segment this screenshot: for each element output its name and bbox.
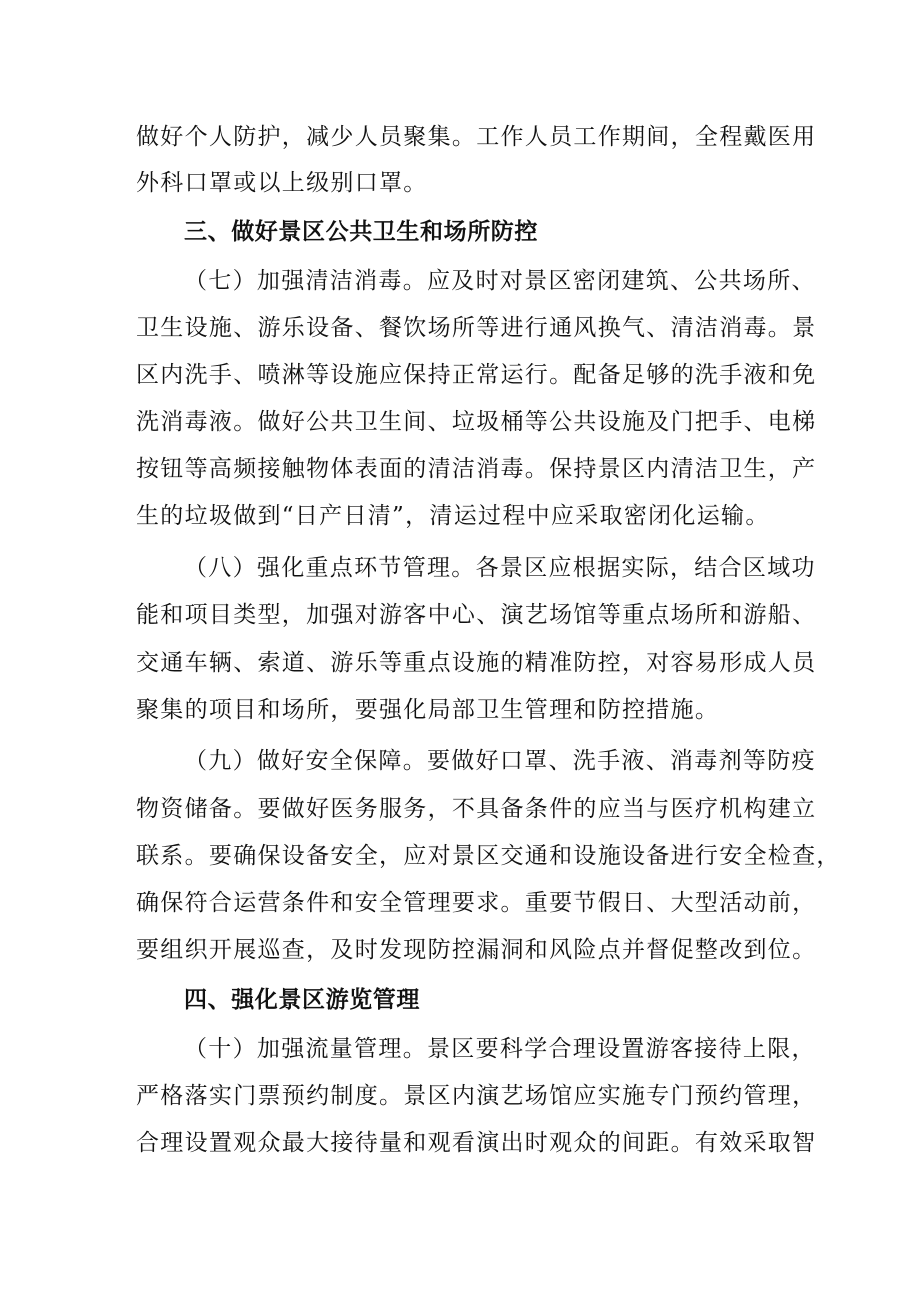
paragraph-line: 卫生设施、游乐设备、餐饮场所等进行通风换气、清洁消毒。景 <box>136 315 817 341</box>
paragraph-line: 生的垃圾做到“日产日清”，清运过程中应采取密闭化运输。 <box>136 503 770 529</box>
paragraph-line: 严格落实门票预约制度。景区内演艺场馆应实施专门预约管理， <box>136 1083 817 1109</box>
paragraph-line: 区内洗手、喷淋等设施应保持正常运行。配备足够的洗手液和免 <box>136 362 817 388</box>
paragraph-line: 合理设置观众最大接待量和观看演出时观众的间距。有效采取智 <box>136 1130 817 1156</box>
paragraph-line: 洗消毒液。做好公共卫生间、垃圾桶等公共设施及门把手、电梯 <box>136 409 817 435</box>
paragraph-line: （八）强化重点环节管理。各景区应根据实际，结合区域功 <box>184 555 816 581</box>
paragraph-line: （七）加强清洁消毒。应及时对景区密闭建筑、公共场所、 <box>184 268 816 294</box>
paragraph-line: 确保符合运营条件和安全管理要求。重要节假日、大型活动前， <box>136 890 817 916</box>
paragraph-line: 交通车辆、索道、游乐等重点设施的精准防控，对容易形成人员 <box>136 650 817 676</box>
paragraph-line: 物资储备。要做好医务服务，不具备条件的应当与医疗机构建立 <box>136 796 817 822</box>
section-heading-3: 三、做好景区公共卫生和场所防控 <box>184 219 538 245</box>
paragraph-line: 能和项目类型，加强对游客中心、演艺场馆等重点场所和游船、 <box>136 602 817 628</box>
paragraph-line: （九）做好安全保障。要做好口罩、洗手液、消毒剂等防疫 <box>184 748 816 774</box>
paragraph-line: 做好个人防护，减少人员聚集。工作人员工作期间，全程戴医用 <box>136 124 817 150</box>
paragraph-line: （十）加强流量管理。景区要科学合理设置游客接待上限， <box>184 1036 816 1062</box>
paragraph-line: 联系。要确保设备安全，应对景区交通和设施设备进行安全检查， <box>136 843 841 869</box>
paragraph-line: 要组织开展巡查，及时发现防控漏洞和风险点并督促整改到位。 <box>136 937 817 963</box>
paragraph-line: 按钮等高频接触物体表面的清洁消毒。保持景区内清洁卫生，产 <box>136 456 817 482</box>
paragraph-line: 外科口罩或以上级别口罩。 <box>136 170 428 196</box>
paragraph-line: 聚集的项目和场所，要强化局部卫生管理和防控措施。 <box>136 697 720 723</box>
section-heading-4: 四、强化景区游览管理 <box>184 987 420 1013</box>
